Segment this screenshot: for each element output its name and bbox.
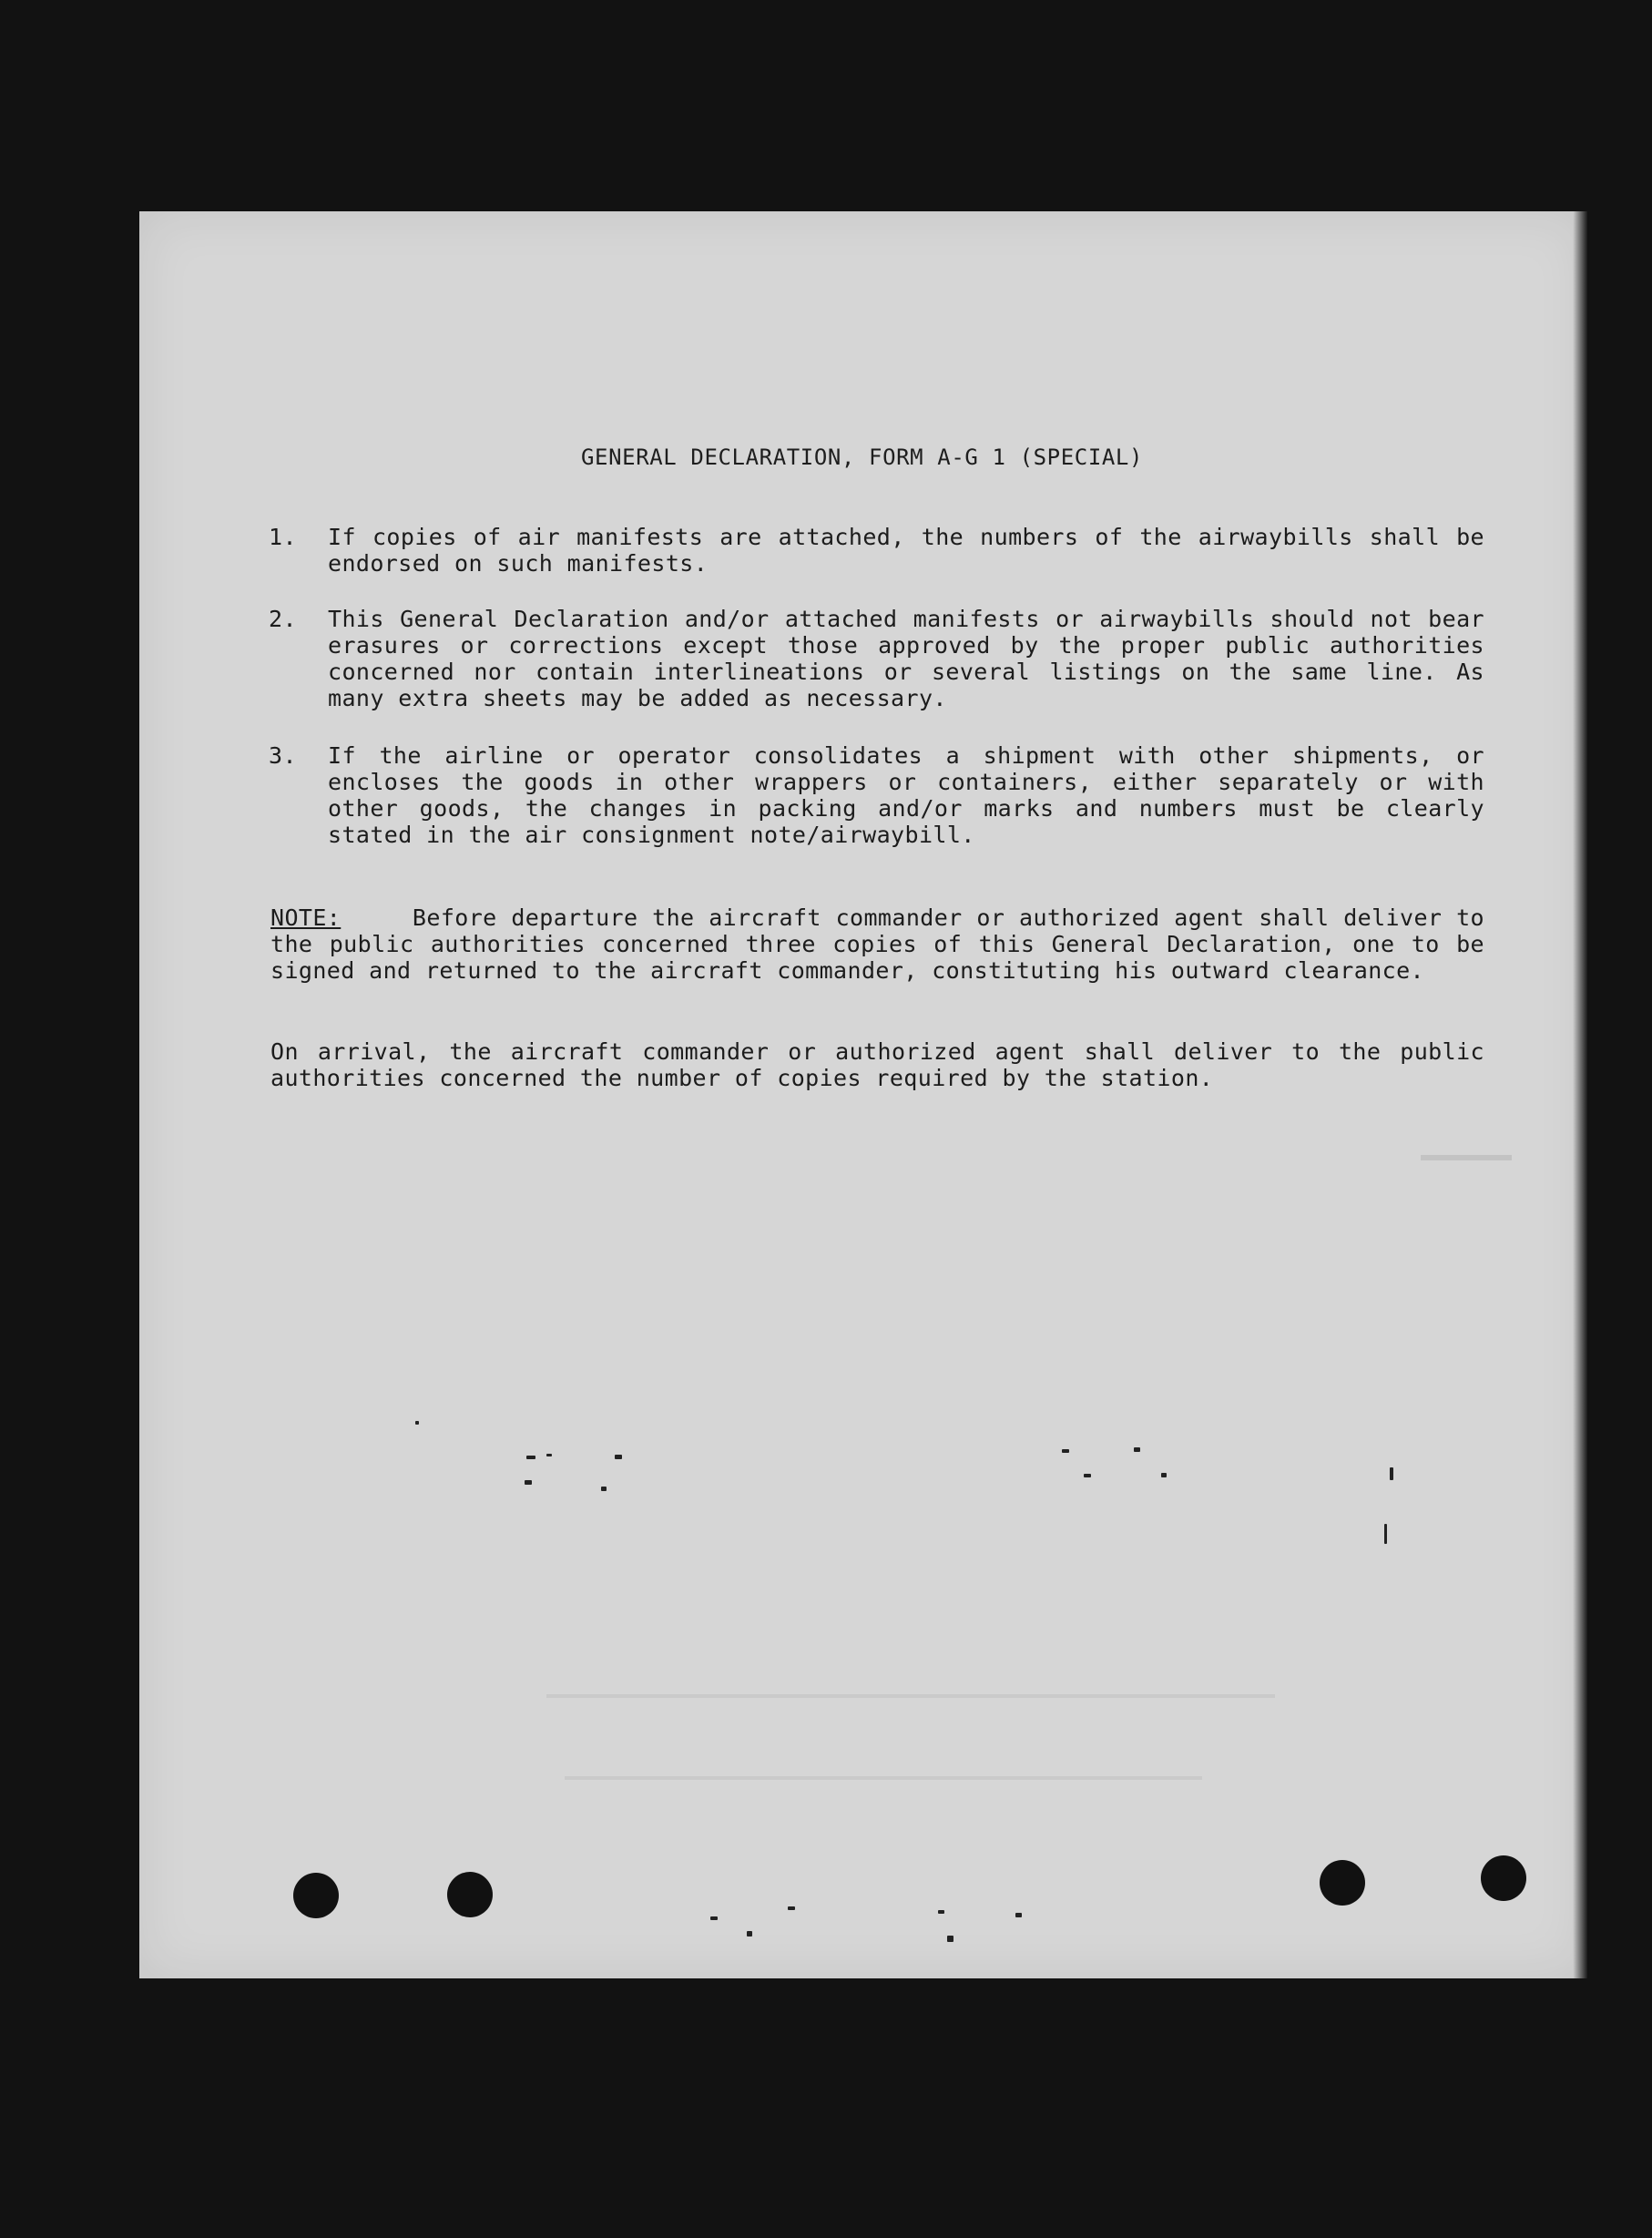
speck — [1161, 1473, 1167, 1477]
bleed-through-mark — [1421, 1119, 1512, 1160]
speck — [525, 1480, 532, 1485]
punch-hole — [1320, 1860, 1365, 1906]
speck — [415, 1421, 419, 1425]
note-paragraph — [270, 904, 1484, 984]
page-title: GENERAL DECLARATION, FORM A-G 1 (SPECIAL) — [581, 445, 1144, 470]
speck — [1384, 1524, 1387, 1544]
punch-hole — [1481, 1855, 1526, 1901]
speck — [1015, 1913, 1022, 1917]
item-number: 3. — [269, 742, 297, 769]
speck — [1390, 1467, 1393, 1480]
bleed-through-mark — [546, 1694, 1275, 1725]
note-label: NOTE: — [270, 904, 342, 931]
speck — [615, 1455, 622, 1459]
punch-hole — [447, 1872, 493, 1917]
item-text: This General Declaration and/or attached manifests or airwaybills should not bear erasures or corrections except those approved by the proper public authorities concerned nor contain interlineations or several listings on the same line. As many extra sheets may be added as necessary. — [328, 606, 1484, 711]
item-number: 2. — [269, 606, 297, 632]
speck — [526, 1456, 535, 1459]
punch-hole — [293, 1873, 339, 1918]
speck — [938, 1910, 944, 1914]
item-number: 1. — [269, 524, 297, 550]
item-text: If copies of air manifests are attached, the numbers of the airwaybills shall be endorsed on such manifests. — [328, 524, 1484, 577]
speck — [546, 1454, 552, 1456]
note-spacer — [341, 904, 413, 931]
speck — [1084, 1474, 1091, 1477]
page-edge-shadow — [1573, 211, 1587, 1978]
item-text: If the airline or operator consolidates a shipment with other shipments, or encloses the goods in other wrappers or containers, either separately or with other goods, the changes in packing and/or marks and numbers must be clearly stated in the air consignment note/airwaybill. — [328, 742, 1484, 848]
note-text: Before departure the aircraft commander or authorized agent shall deliver to the public authorities concerned three copies of this General Declaration, one to be signed and returned to the aircraft commander, constituting his outward clearance. — [270, 904, 1484, 984]
speck — [947, 1936, 953, 1942]
speck — [747, 1931, 752, 1937]
speck — [1062, 1449, 1069, 1453]
bleed-through-mark — [565, 1776, 1202, 1807]
speck — [601, 1487, 607, 1491]
arrival-paragraph: On arrival, the aircraft commander or authorized agent shall deliver to the public authorities concerned the number of copies required by the station. — [270, 1038, 1484, 1091]
speck — [710, 1916, 718, 1920]
speck — [1134, 1447, 1140, 1452]
speck — [788, 1906, 795, 1910]
